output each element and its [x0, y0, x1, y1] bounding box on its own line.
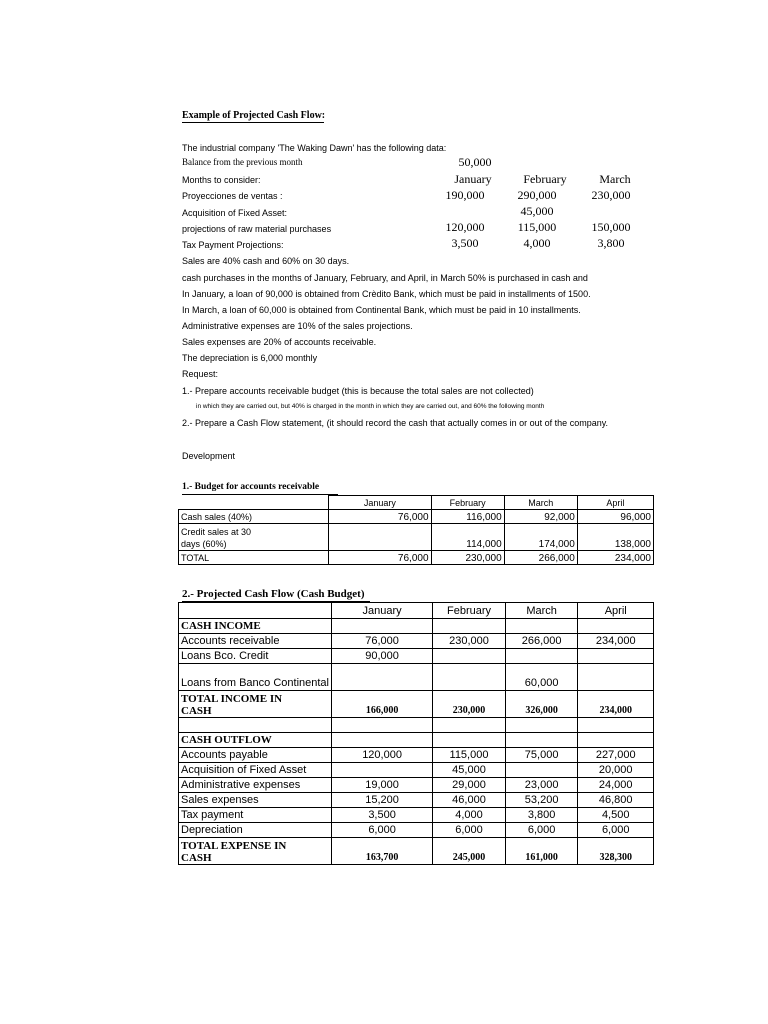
cell [329, 524, 431, 551]
raw-january: 120,000 [445, 220, 485, 234]
cell [578, 664, 654, 691]
cell [331, 763, 432, 778]
fixed-asset-value: 45,000 [520, 204, 554, 218]
column-header: January [331, 603, 432, 619]
sales-label: Proyecciones de ventas : [182, 191, 283, 201]
cell: 234,000 [577, 551, 653, 565]
cell [505, 718, 578, 733]
cell [331, 733, 432, 748]
cell: 46,000 [433, 793, 506, 808]
total-expense-row [179, 838, 654, 865]
table-row [179, 778, 654, 793]
cell: 230,000 [433, 634, 506, 649]
cell: 174,000 [504, 524, 577, 551]
row-label-line: days (60%) [181, 539, 227, 549]
raw-march: 150,000 [591, 220, 631, 234]
table-row [179, 649, 654, 664]
month-march: March [599, 172, 631, 186]
cell: 46,800 [578, 793, 654, 808]
cash-flow-table [178, 602, 654, 865]
cell: 76,000 [329, 551, 431, 565]
row-label [179, 524, 329, 551]
cash-income-heading: CASH INCOME [179, 619, 332, 634]
text-line: Sales expenses are 20% of accounts receivable. [182, 337, 377, 347]
row-label [179, 691, 332, 718]
table1-title: 1.- Budget for accounts receivable [182, 482, 320, 492]
cell [179, 603, 332, 619]
cell [505, 733, 578, 748]
cell: 227,000 [578, 748, 654, 763]
tax-january: 3,500 [451, 236, 479, 250]
cell: 92,000 [504, 510, 577, 524]
cell: 6,000 [578, 823, 654, 838]
cash-outflow-heading: CASH OUTFLOW [179, 733, 332, 748]
row-label-line: CASH [181, 852, 212, 864]
cell [331, 718, 432, 733]
cell: 230,000 [431, 551, 504, 565]
cell: 163,700 [331, 838, 432, 865]
total-income-row [179, 691, 654, 718]
doc-title: Example of Projected Cash Flow: [182, 110, 326, 121]
cell [433, 718, 506, 733]
cell [179, 718, 332, 733]
row-label: Loans Bco. Credit [179, 649, 332, 664]
cell: 116,000 [431, 510, 504, 524]
cell: 76,000 [329, 510, 431, 524]
receivables-table [178, 495, 654, 565]
row-label-line: Credit sales at 30 [181, 527, 252, 537]
table-row [179, 634, 654, 649]
text-line: In March, a loan of 60,000 is obtained from Continental Bank, which must be paid in 10 installments. [182, 305, 581, 315]
cell: 6,000 [331, 823, 432, 838]
tax-february: 4,000 [523, 236, 551, 250]
cell: 15,200 [331, 793, 432, 808]
table-row [179, 524, 654, 551]
table2-title: 2.- Projected Cash Flow (Cash Budget) [182, 588, 365, 600]
column-header: March [504, 496, 577, 510]
section-header-row [179, 619, 654, 634]
section-header-row [179, 733, 654, 748]
raw-material-label: projections of raw material purchases [182, 224, 332, 234]
cell: 266,000 [505, 634, 578, 649]
cell: 3,500 [331, 808, 432, 823]
balance-label: Balance from the previous month [182, 157, 303, 167]
column-header: January [329, 496, 431, 510]
cell: 328,300 [578, 838, 654, 865]
cell: 120,000 [331, 748, 432, 763]
cell: 230,000 [433, 691, 506, 718]
sales-february: 290,000 [517, 188, 557, 202]
tax-march: 3,800 [597, 236, 625, 250]
cell: 76,000 [331, 634, 432, 649]
row-label: Accounts receivable [179, 634, 332, 649]
cell: 4,500 [578, 808, 654, 823]
text-line: In January, a loan of 90,000 is obtained from Crèdito Bank, which must be paid in installments of 1500. [182, 289, 591, 299]
cell [578, 649, 654, 664]
text-line: cash purchases in the months of January, February, and April, in March 50% is purchased in cash and [182, 273, 588, 283]
column-header: April [578, 603, 654, 619]
cell: 234,000 [578, 634, 654, 649]
cell: 6,000 [505, 823, 578, 838]
row-label-line: CASH [181, 705, 212, 717]
cell: 24,000 [578, 778, 654, 793]
cell: 4,000 [433, 808, 506, 823]
cell: 138,000 [577, 524, 653, 551]
cell [433, 649, 506, 664]
text-line: The depreciation is 6,000 monthly [182, 353, 318, 363]
cell [578, 619, 654, 634]
cell: 90,000 [331, 649, 432, 664]
row-label-line: TOTAL INCOME IN [181, 693, 283, 705]
cell: 266,000 [504, 551, 577, 565]
development-heading: Development [182, 451, 236, 461]
cell: 19,000 [331, 778, 432, 793]
cell: 114,000 [431, 524, 504, 551]
cell: 75,000 [505, 748, 578, 763]
cell: 115,000 [433, 748, 506, 763]
column-header: April [577, 496, 653, 510]
cell [331, 619, 432, 634]
row-label: Sales expenses [179, 793, 332, 808]
table-header-row [179, 496, 654, 510]
sales-march: 230,000 [591, 188, 631, 202]
cell: 29,000 [433, 778, 506, 793]
raw-february: 115,000 [517, 220, 557, 234]
cell: 96,000 [577, 510, 653, 524]
row-label: Depreciation [179, 823, 332, 838]
cell [505, 763, 578, 778]
row-label [179, 838, 332, 865]
cell: 161,000 [505, 838, 578, 865]
spacer-row [179, 718, 654, 733]
title-underline [182, 122, 324, 123]
text-line: Request: [182, 369, 219, 379]
table-row [179, 551, 654, 565]
tax-label: Tax Payment Projections: [182, 240, 284, 250]
table-row [179, 823, 654, 838]
request-2: 2.- Prepare a Cash Flow statement, (it should record the cash that actually comes in or out of the company. [182, 418, 609, 428]
balance-value: 50,000 [458, 155, 492, 169]
small-note: in which they are carried out, but 40% is charged in the month in which they are carried out, and 60% the following month [196, 403, 545, 410]
text-line: 1.- Prepare accounts receivable budget (this is because the total sales are not collected) [182, 386, 534, 396]
column-header: March [505, 603, 578, 619]
row-label: Cash sales (40%) [179, 510, 329, 524]
column-header: February [433, 603, 506, 619]
cell: 20,000 [578, 763, 654, 778]
cell [578, 733, 654, 748]
table-header-row [179, 603, 654, 619]
cell: 6,000 [433, 823, 506, 838]
cell [433, 619, 506, 634]
cell: 326,000 [505, 691, 578, 718]
cell: 3,800 [505, 808, 578, 823]
row-label: Loans from Banco Continental [179, 664, 332, 691]
row-label: TOTAL [179, 551, 329, 565]
column-header: February [431, 496, 504, 510]
cell: 23,000 [505, 778, 578, 793]
cell [433, 664, 506, 691]
cell [505, 649, 578, 664]
cell [505, 619, 578, 634]
row-label: Acquisition of Fixed Asset [179, 763, 332, 778]
intro-text: The industrial company 'The Waking Dawn' has the following data: [182, 143, 447, 153]
text-line: Sales are 40% cash and 60% on 30 days. [182, 256, 350, 266]
sales-january: 190,000 [445, 188, 485, 202]
table-row [179, 793, 654, 808]
cell [433, 733, 506, 748]
row-label: Administrative expenses [179, 778, 332, 793]
table-row [179, 664, 654, 691]
cell: 245,000 [433, 838, 506, 865]
months-label: Months to consider: [182, 175, 261, 185]
table-row [179, 748, 654, 763]
cell: 53,200 [505, 793, 578, 808]
cell [578, 718, 654, 733]
cell: 166,000 [331, 691, 432, 718]
fixed-asset-label: Acquisition of Fixed Asset: [182, 208, 288, 218]
row-label-line: TOTAL EXPENSE IN [181, 840, 287, 852]
cell: 60,000 [505, 664, 578, 691]
month-february: February [523, 172, 567, 186]
cell: 234,000 [578, 691, 654, 718]
month-january: January [454, 172, 492, 186]
table-row [179, 808, 654, 823]
table-row [179, 510, 654, 524]
table-row [179, 763, 654, 778]
cell: 45,000 [433, 763, 506, 778]
text-line: Administrative expenses are 10% of the sales projections. [182, 321, 413, 331]
row-label: Tax payment [179, 808, 332, 823]
cell [331, 664, 432, 691]
row-label: Accounts payable [179, 748, 332, 763]
